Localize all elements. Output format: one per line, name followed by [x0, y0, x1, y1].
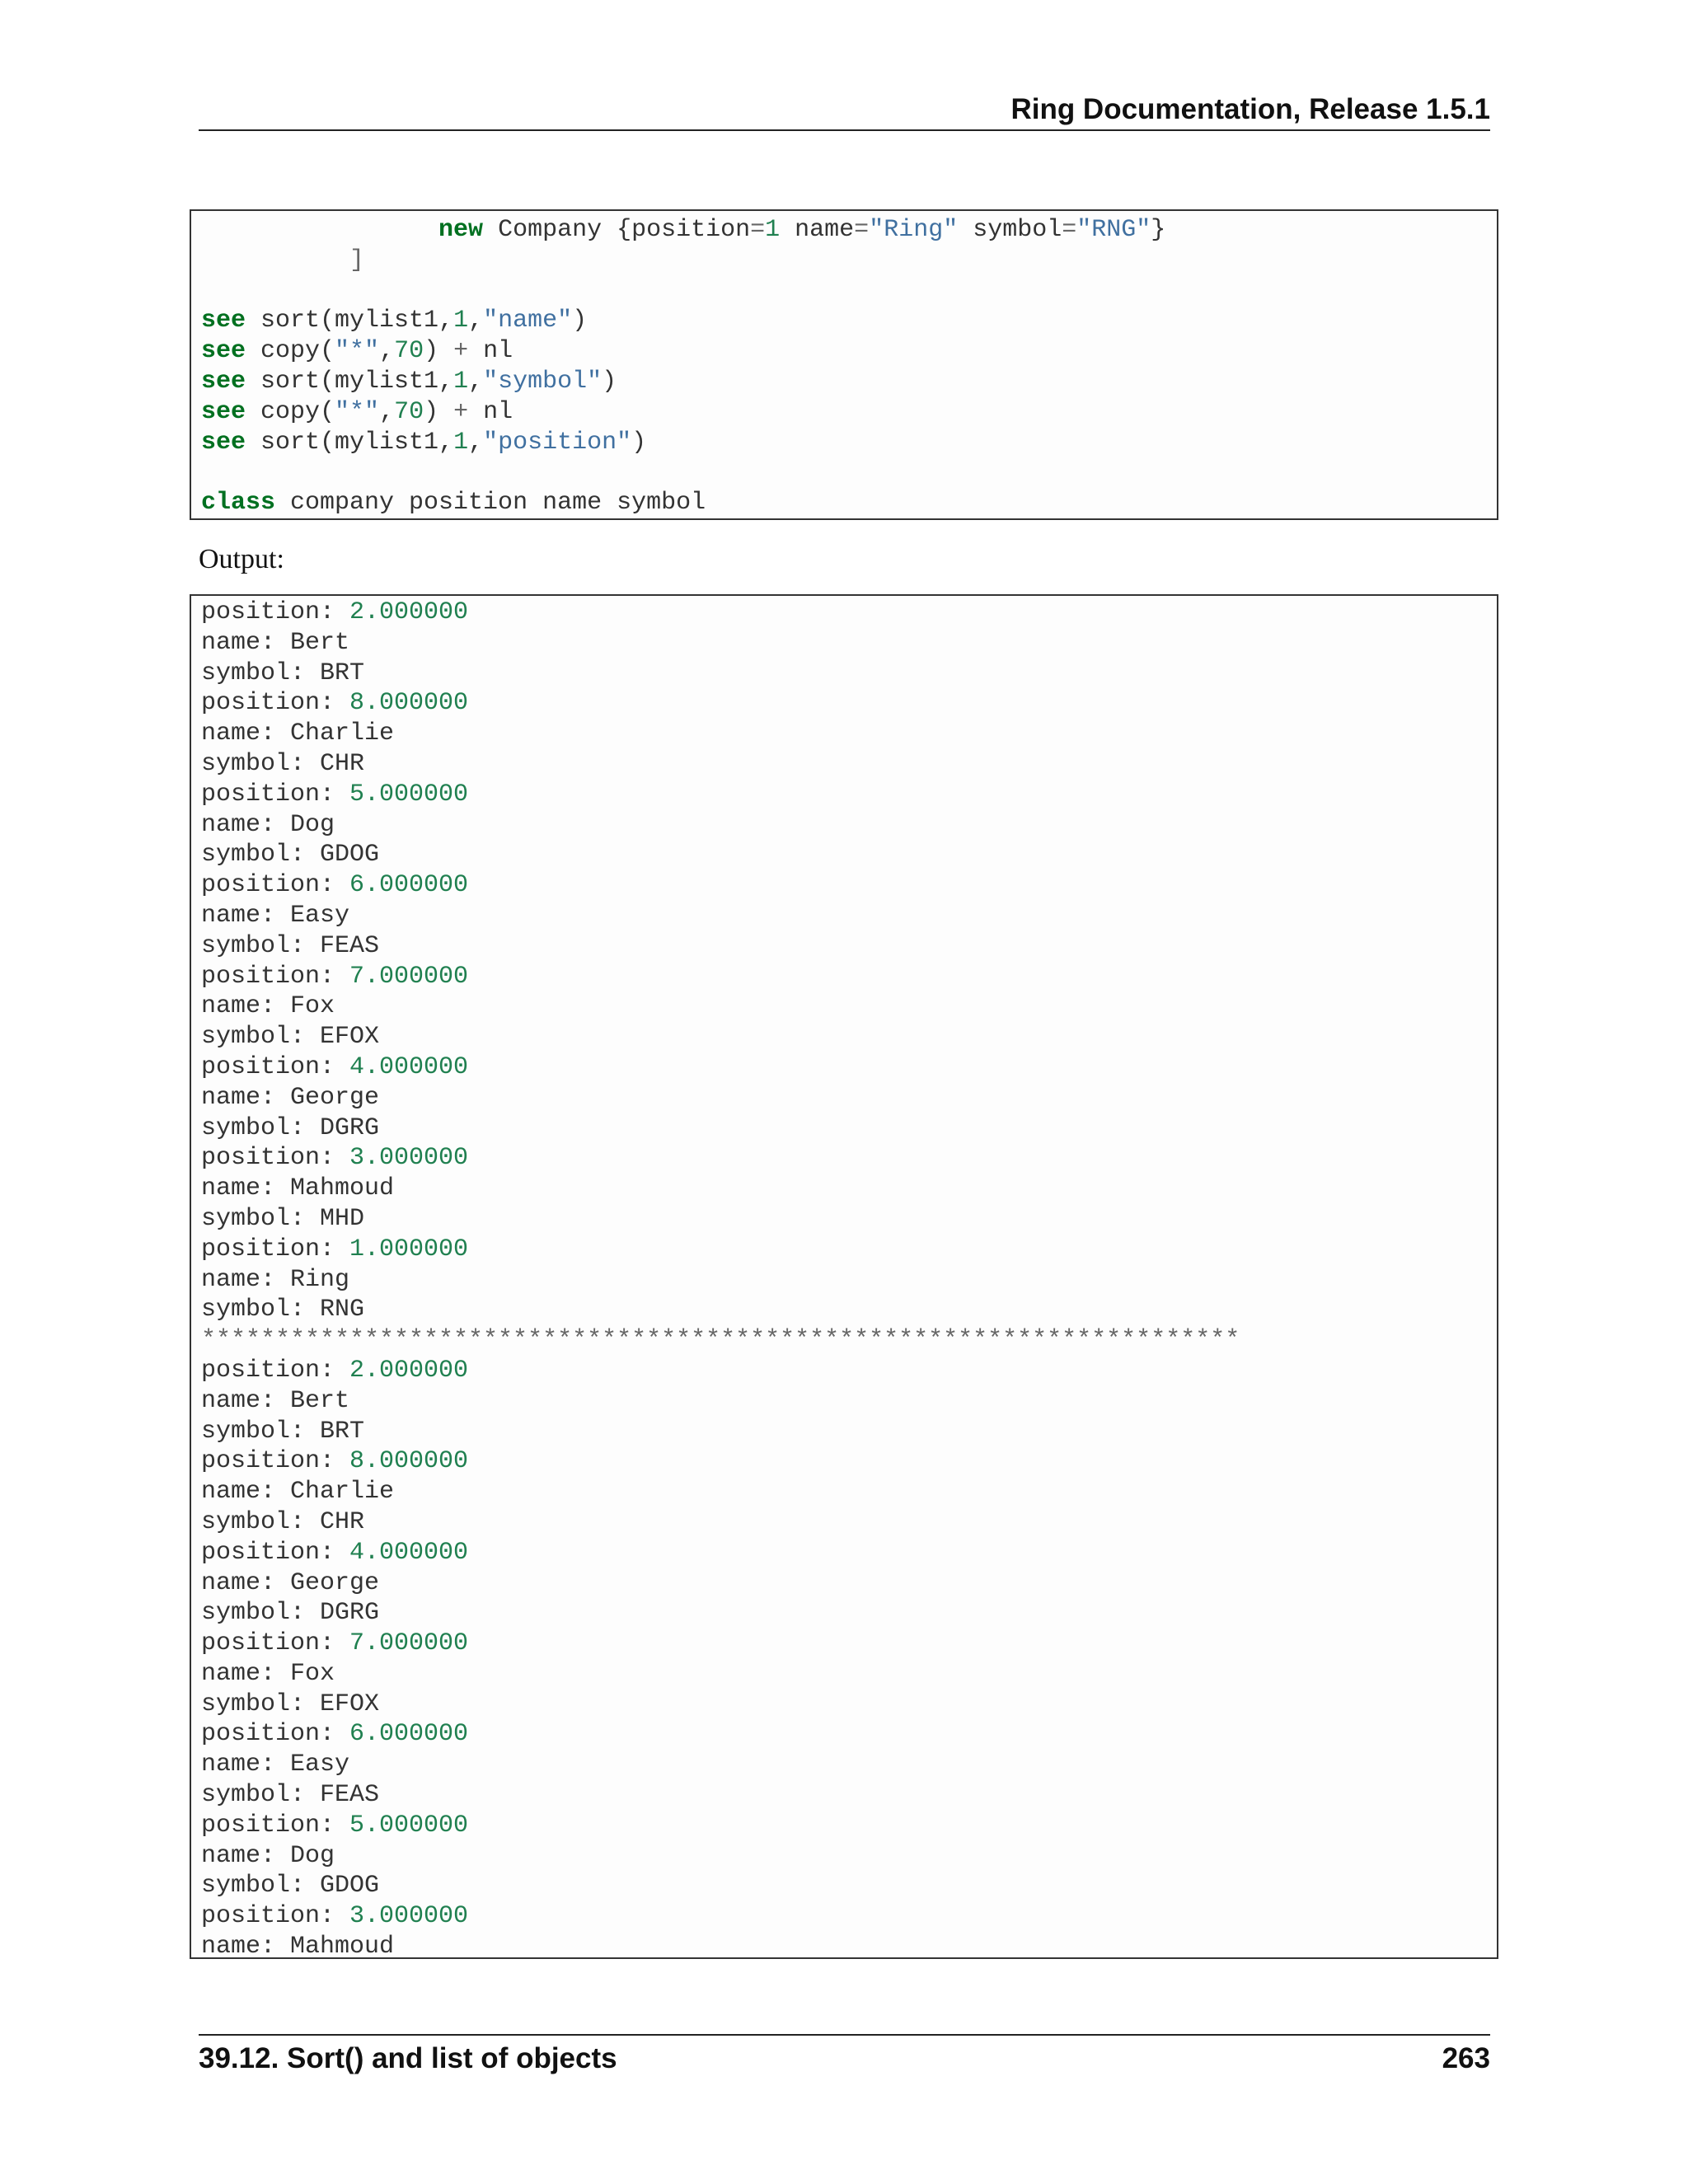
code-token: position: — [201, 1720, 350, 1749]
output-line — [201, 1659, 1497, 1690]
code-token: sort(mylist1, — [246, 307, 454, 335]
output-line — [201, 1932, 1497, 1962]
code-token: + — [453, 397, 469, 426]
code-token: sort(mylist1, — [246, 428, 454, 457]
code-token: name: Dog — [201, 810, 335, 839]
output-line — [201, 688, 1497, 719]
output-line — [201, 931, 1497, 962]
code-token: 1.000000 — [349, 1235, 469, 1263]
code-token: name: Ring — [201, 1265, 350, 1294]
code-token: 7.000000 — [349, 1629, 469, 1658]
code-token: , — [379, 397, 395, 426]
output-line — [201, 1235, 1497, 1265]
code-token: position: — [201, 1902, 350, 1931]
code-token: 4.000000 — [349, 1052, 469, 1081]
code-token: see — [201, 367, 246, 396]
output-line — [201, 1719, 1497, 1750]
code-token: position: — [201, 1235, 350, 1263]
code-token: copy( — [246, 337, 335, 366]
output-line — [201, 628, 1497, 658]
output-line — [201, 1507, 1497, 1538]
code-token: company position name symbol — [275, 489, 706, 518]
code-token: 6.000000 — [349, 871, 469, 900]
code-token: symbol: DGRG — [201, 1599, 380, 1628]
code-token: Company {position — [483, 216, 751, 244]
code-token: "position" — [483, 428, 632, 457]
code-token: , — [468, 367, 484, 396]
output-line — [201, 1356, 1497, 1386]
code-token: name: Charlie — [201, 1478, 395, 1507]
code-token: symbol: FEAS — [201, 1781, 380, 1810]
code-token: ) — [572, 307, 588, 335]
output-line — [201, 840, 1497, 870]
code-line — [201, 246, 1497, 276]
code-token: "*" — [335, 337, 380, 366]
output-line — [201, 749, 1497, 780]
code-token: see — [201, 337, 246, 366]
code-token: see — [201, 307, 246, 335]
code-token: 70 — [394, 337, 424, 366]
output-line — [201, 1568, 1497, 1599]
code-token: symbol: GDOG — [201, 1872, 380, 1900]
output-line — [201, 1901, 1497, 1932]
output-line — [201, 780, 1497, 810]
code-token: name: Charlie — [201, 719, 395, 748]
code-token: position: — [201, 780, 350, 808]
output-line — [201, 1841, 1497, 1872]
code-token: 70 — [394, 397, 424, 426]
code-token: 1 — [765, 216, 781, 244]
output-line — [201, 1871, 1497, 1901]
code-token: 2.000000 — [349, 598, 469, 626]
page-number: 263 — [1442, 2042, 1490, 2074]
code-line — [201, 457, 1497, 488]
code-token: 3.000000 — [349, 1144, 469, 1173]
output-line — [201, 1598, 1497, 1629]
code-token: name: Fox — [201, 992, 335, 1021]
code-token: , — [468, 307, 484, 335]
code-token: symbol: CHR — [201, 749, 365, 778]
output-line — [201, 1022, 1497, 1052]
output-line — [201, 658, 1497, 689]
code-token: ********************************************************************** — [201, 1326, 1240, 1355]
output-label: Output: — [199, 544, 284, 574]
code-token: "symbol" — [483, 367, 603, 396]
code-token: see — [201, 397, 246, 426]
code-token: = — [1062, 216, 1077, 244]
code-token: 4.000000 — [349, 1538, 469, 1567]
code-token: + — [453, 337, 469, 366]
output-line — [201, 1780, 1497, 1811]
code-token: symbol: MHD — [201, 1204, 365, 1233]
code-token: position: — [201, 1629, 350, 1658]
code-line — [201, 215, 1497, 246]
code-token: name: Mahmoud — [201, 1174, 395, 1203]
code-token: name: George — [201, 1083, 380, 1112]
code-token: ) — [424, 337, 454, 366]
footer-section-title: 39.12. Sort() and list of objects — [199, 2042, 617, 2074]
code-token: name: Mahmoud — [201, 1933, 395, 1961]
code-line — [201, 276, 1497, 307]
code-token — [201, 246, 349, 274]
code-token: 7.000000 — [349, 962, 469, 991]
code-token: symbol — [958, 216, 1062, 244]
output-line — [201, 1446, 1497, 1477]
output-line — [201, 1204, 1497, 1235]
code-token: symbol: CHR — [201, 1507, 365, 1536]
output-line — [201, 962, 1497, 992]
code-token: symbol: EFOX — [201, 1023, 380, 1052]
code-token: position: — [201, 871, 350, 900]
code-token: } — [1151, 216, 1166, 244]
output-line — [201, 991, 1497, 1022]
output-line — [201, 810, 1497, 841]
header-rule — [199, 129, 1490, 131]
code-token: name: Bert — [201, 628, 350, 657]
output-line — [201, 1325, 1497, 1356]
output-line — [201, 1690, 1497, 1720]
code-token: 1 — [453, 428, 469, 457]
code-token: 5.000000 — [349, 780, 469, 808]
code-token: 3.000000 — [349, 1902, 469, 1931]
code-token: 8.000000 — [349, 689, 469, 718]
code-token: ) — [602, 367, 617, 396]
code-line — [201, 336, 1497, 367]
output-line — [201, 1083, 1497, 1113]
code-token: name: Dog — [201, 1841, 335, 1870]
code-line — [201, 488, 1497, 518]
output-line — [201, 598, 1497, 628]
code-token: "RNG" — [1076, 216, 1151, 244]
code-token: symbol: EFOX — [201, 1690, 380, 1718]
code-token: symbol: DGRG — [201, 1113, 380, 1142]
code-token: nl — [468, 397, 513, 426]
code-line — [201, 367, 1497, 397]
code-token — [201, 216, 438, 244]
code-token: = — [750, 216, 766, 244]
code-token: = — [854, 216, 870, 244]
code-token: symbol: BRT — [201, 658, 365, 687]
code-token: name: George — [201, 1568, 380, 1597]
output-line — [201, 1265, 1497, 1296]
code-token: name: Fox — [201, 1659, 335, 1688]
output-line — [201, 1143, 1497, 1174]
code-token: 1 — [453, 367, 469, 396]
code-token: position: — [201, 1052, 350, 1081]
output-line — [201, 1386, 1497, 1417]
code-token: position: — [201, 1356, 350, 1385]
code-token: position: — [201, 1538, 350, 1567]
code-token: symbol: FEAS — [201, 931, 380, 960]
output-line — [201, 1174, 1497, 1204]
output-line — [201, 1477, 1497, 1507]
code-token: , — [468, 428, 484, 457]
code-token: , — [379, 337, 395, 366]
code-token: copy( — [246, 397, 335, 426]
code-token: name: Easy — [201, 901, 350, 930]
code-token: 2.000000 — [349, 1356, 469, 1385]
code-line — [201, 397, 1497, 428]
code-token: ) — [424, 397, 454, 426]
output-line — [201, 1417, 1497, 1447]
output-block — [190, 594, 1498, 1959]
code-line — [201, 306, 1497, 336]
code-token: ] — [349, 246, 365, 274]
code-token: position: — [201, 1811, 350, 1840]
code-line — [201, 428, 1497, 458]
code-token: ) — [631, 428, 647, 457]
code-token: "name" — [483, 307, 573, 335]
footer-rule — [199, 2034, 1490, 2036]
code-token: name — [780, 216, 855, 244]
code-token: see — [201, 428, 246, 457]
code-token: "Ring" — [869, 216, 959, 244]
code-token: position: — [201, 689, 350, 718]
code-token: symbol: BRT — [201, 1417, 365, 1446]
header-title: Ring Documentation, Release 1.5.1 — [1010, 93, 1490, 125]
code-token: position: — [201, 598, 350, 626]
code-token: 8.000000 — [349, 1447, 469, 1476]
code-token: name: Easy — [201, 1750, 350, 1779]
code-token: position: — [201, 1144, 350, 1173]
code-token: position: — [201, 1447, 350, 1476]
code-token: name: Bert — [201, 1386, 350, 1415]
code-token: nl — [468, 337, 513, 366]
code-token: symbol: GDOG — [201, 841, 380, 869]
output-line — [201, 1295, 1497, 1325]
output-line — [201, 1113, 1497, 1144]
code-block — [190, 209, 1498, 520]
code-token: 1 — [453, 307, 469, 335]
code-token: "*" — [335, 397, 380, 426]
output-line — [201, 901, 1497, 931]
code-token: sort(mylist1, — [246, 367, 454, 396]
code-token: new — [438, 216, 484, 244]
code-token: class — [201, 489, 276, 518]
output-line — [201, 1629, 1497, 1659]
output-line — [201, 1750, 1497, 1780]
code-token: 5.000000 — [349, 1811, 469, 1840]
output-line — [201, 719, 1497, 749]
output-line — [201, 1538, 1497, 1568]
output-line — [201, 1811, 1497, 1841]
code-token: 6.000000 — [349, 1720, 469, 1749]
code-token: position: — [201, 962, 350, 991]
code-token: symbol: RNG — [201, 1296, 365, 1324]
output-line — [201, 870, 1497, 901]
output-line — [201, 1052, 1497, 1083]
